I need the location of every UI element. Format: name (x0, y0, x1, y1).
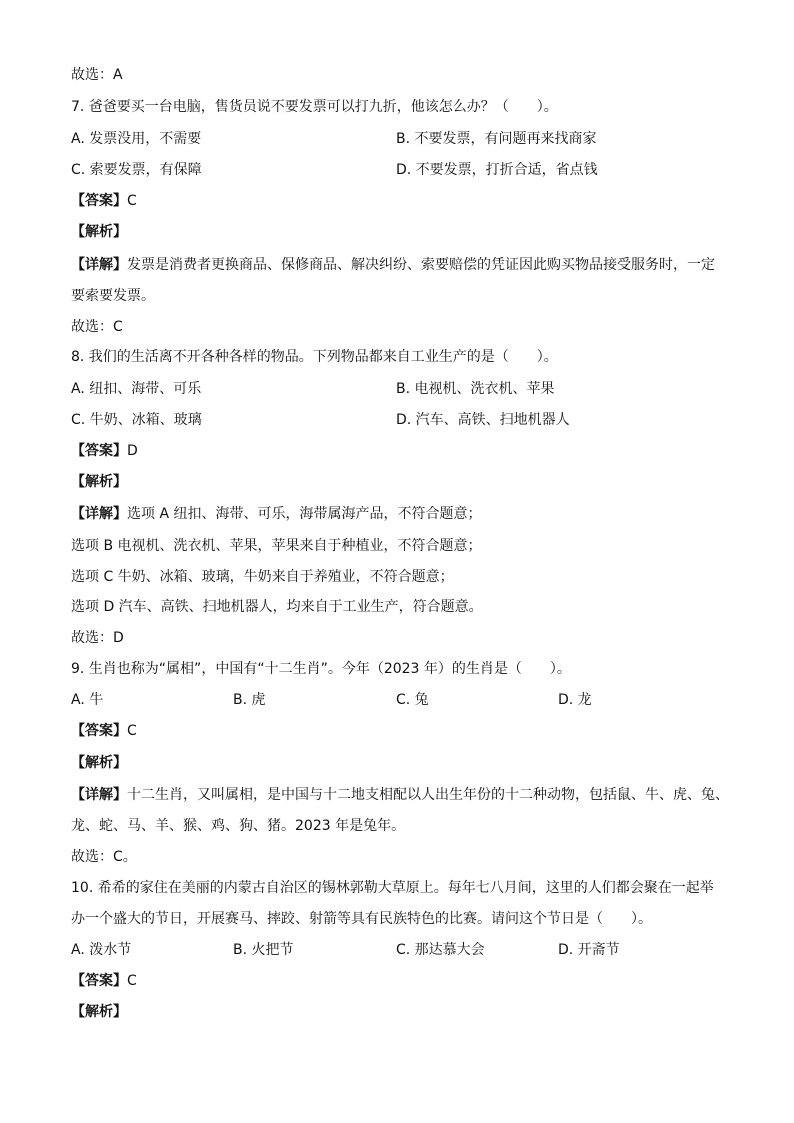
q9-option-a: A. 牛 (71, 692, 104, 708)
q10-option-b: B. 火把节 (233, 942, 294, 958)
q9-result: 故选：C。 (71, 849, 137, 865)
q9-detail-line-1 (71, 786, 729, 804)
q8-stem: 8. 我们的生活离不开各种各样的物品。下列物品都来自工业生产的是（ ）。 (71, 349, 558, 365)
answer-tag: 【答案】 (71, 723, 127, 739)
q9-option-b: B. 虎 (233, 692, 266, 708)
detail-tag: 【详解】 (71, 257, 127, 273)
detail-tag: 【详解】 (71, 787, 127, 803)
q9-stem: 9. 生肖也称为“属相”，中国有“十二生肖”。今年（2023 年）的生肖是（ ）。 (71, 661, 571, 677)
q10-answer-line (71, 972, 137, 990)
q7-option-d: D. 不要发票，打折合适，省点钱 (396, 162, 598, 178)
q8-analysis-tag: 【解析】 (71, 474, 127, 490)
q9-answer-line (71, 722, 137, 740)
answer-tag: 【答案】 (71, 973, 127, 989)
q7-detail-line-1 (71, 256, 715, 274)
q8-detail-line-3: 选项 C 牛奶、冰箱、玻璃，牛奶来自于养殖业，不符合题意； (71, 569, 454, 585)
q9-option-c: C. 兔 (396, 692, 429, 708)
q7-stem: 7. 爸爸要买一台电脑，售货员说不要发票可以打九折，他该怎么办？（ ）。 (71, 99, 558, 115)
q9-detail-line-2: 龙、蛇、马、羊、猴、鸡、狗、猪。2023 年是兔年。 (71, 818, 406, 834)
q8-answer-line (71, 442, 138, 460)
q8-option-c: C. 牛奶、冰箱、玻璃 (71, 412, 202, 428)
q8-result: 故选：D (71, 630, 124, 646)
answer-tag: 【答案】 (71, 193, 127, 209)
q8-detail-line-4: 选项 D 汽车、高铁、扫地机器人，均来自于工业生产，符合题意。 (71, 599, 483, 615)
q7-option-b: B. 不要发票，有问题再来找商家 (396, 131, 597, 147)
q7-answer: C (127, 193, 137, 209)
q9-detail-text: 十二生肖，又叫属相，是中国与十二地支相配以人出生年份的十二种动物，包括鼠、牛、虎、兔、 (127, 787, 729, 803)
q8-detail-text: 选项 A 纽扣、海带、可乐，海带属海产品，不符合题意； (127, 506, 482, 522)
q10-option-a: A. 泼水节 (71, 942, 132, 958)
q7-answer-line (71, 192, 137, 210)
q7-result: 故选：C (71, 319, 123, 335)
q7-detail-text: 发票是消费者更换商品、保修商品、解决纠纷、索要赔偿的凭证因此购买物品接受服务时，一定 (127, 257, 715, 273)
q7-option-a: A. 发票没用，不需要 (71, 131, 202, 147)
q10-analysis-tag: 【解析】 (71, 1004, 127, 1020)
answer-tag: 【答案】 (71, 443, 127, 459)
q8-option-b: B. 电视机、洗衣机、苹果 (396, 381, 555, 397)
q10-stem-line-1: 10. 希希的家住在美丽的内蒙古自治区的锡林郭勒大草原上。每年七八月间，这里的人们都会聚在一起举 (71, 880, 714, 896)
q10-answer: C (127, 973, 137, 989)
q9-answer: C (127, 723, 137, 739)
q8-detail-line-2: 选项 B 电视机、洗衣机、苹果，苹果来自于种植业，不符合题意； (71, 538, 482, 554)
q10-stem-line-2: 办一个盛大的节日，开展赛马、摔跤、射箭等具有民族特色的比赛。请问这个节日是（ ）。 (71, 911, 652, 927)
q8-detail-line-1 (71, 505, 481, 523)
q10-option-c: C. 那达慕大会 (396, 942, 485, 958)
detail-tag: 【详解】 (71, 506, 127, 522)
q8-answer: D (127, 443, 138, 459)
q7-analysis-tag: 【解析】 (71, 224, 127, 240)
q7-detail-line-2: 要索要发票。 (71, 288, 155, 304)
q7-option-c: C. 索要发票，有保障 (71, 162, 202, 178)
q9-option-d: D. 龙 (558, 692, 592, 708)
q9-analysis-tag: 【解析】 (71, 755, 127, 771)
q6-result: 故选：A (71, 67, 123, 83)
q10-option-d: D. 开斋节 (558, 942, 620, 958)
q8-option-a: A. 纽扣、海带、可乐 (71, 381, 202, 397)
q8-option-d: D. 汽车、高铁、扫地机器人 (396, 412, 570, 428)
